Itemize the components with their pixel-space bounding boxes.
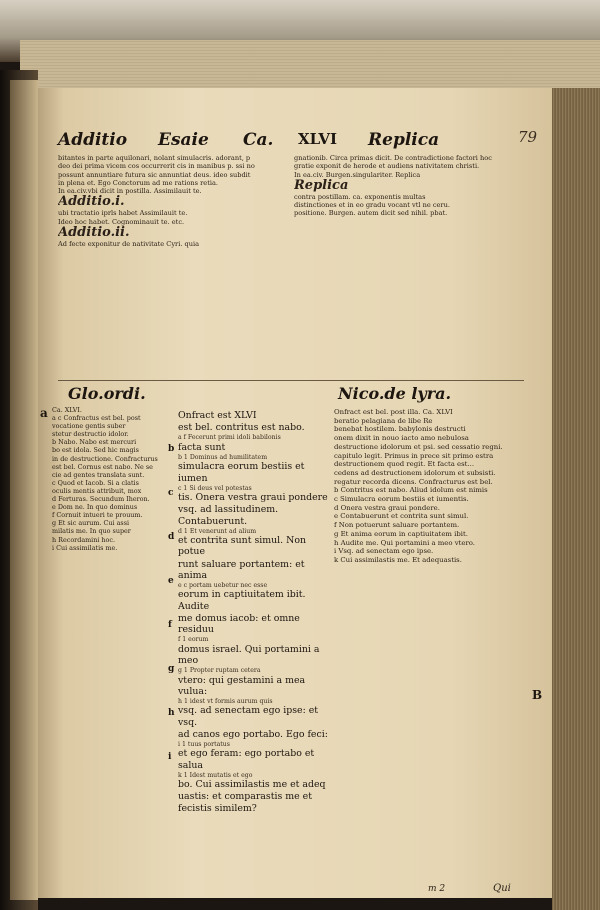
gloss-line: Ca. XLVI.	[52, 406, 82, 414]
running-head-additio: Additio	[58, 130, 128, 150]
interlinear-note: d 1 Et venerunt ad alium	[178, 527, 257, 535]
lyra-line: onem dixit in nouo iacto amo nebulosa	[334, 434, 469, 443]
interlinear-note: f 1 eorum	[178, 636, 209, 644]
additio-heading: Additio.ii.	[58, 225, 130, 241]
lyra-heading: Nico.de lyra.	[338, 384, 452, 403]
text-mark: i	[168, 752, 172, 762]
lyra-line: h Audite me. Qui portamini a meo vtero.	[334, 538, 475, 547]
lyra-line: benebat hostilem. babylonis destructi	[334, 425, 466, 434]
text-line: simulacra eorum bestiis et iumen	[178, 461, 305, 484]
text-line: eorum in captiuitatem ibit. Audite	[178, 589, 306, 612]
section-rule	[58, 380, 524, 381]
lyra-line: regatur recorda dicens. Confracturus est bel.	[334, 477, 493, 486]
running-head-ca: Ca.	[243, 130, 274, 150]
text-line: vsq. ad senectam ego ipse: et vsq.	[178, 705, 319, 728]
gloss-line: e Dom ne. In quo dominus	[52, 503, 138, 512]
lyra-line: d Onera vestra graui pondere.	[334, 503, 440, 512]
text-mark: e	[168, 576, 174, 586]
text-line: bo. Cui assimilastis me et adeq	[178, 779, 326, 791]
gloss-line: cie ad gentes translata sunt.	[52, 470, 145, 479]
running-head-replica: Replica	[368, 130, 440, 150]
commentary-line: bitantes in parte aquilonari, nolant simulacris. adorant, p	[58, 154, 251, 162]
interlinear-note: g 1 Propter ruptam cetera	[178, 667, 261, 675]
text-line: runt saluare portantem: et anima	[178, 558, 305, 581]
interlinear-note: a f Fecerunt primi idoli babilonis	[178, 434, 281, 442]
gloss-line: est bel. Cornus est nabo. Ne se	[52, 462, 153, 471]
commentary-line: deo dei prima vicem cos occurrerit cis in manibus p. ssi no	[58, 162, 255, 171]
margin-mark: B	[532, 688, 543, 702]
additio-column	[58, 154, 286, 376]
interlinear-note: i 1 tuus portatus	[178, 740, 230, 748]
text-line: ad canos ego portabo. Ego feci:	[178, 728, 328, 740]
commentary-line: gratie exponit de herode et audiens nativitatem christi.	[294, 162, 480, 171]
interlinear-note: k 1 Idest mutatis et ego	[178, 771, 253, 779]
glossa-heading: Glo.ordi.	[68, 384, 146, 403]
gloss-line: vocatione gentis suber	[52, 422, 126, 431]
text-line: vsq. ad lassitudinem. Contabuerunt.	[178, 504, 279, 527]
gloss-column	[52, 406, 164, 886]
commentary-line: positione. Burgen. autem dicit sed nihil. pbat.	[294, 209, 448, 218]
lyra-line: cedens ad destructionem idolorum et subsisti.	[334, 468, 496, 477]
gloss-line: stetur destructio idolor.	[52, 430, 129, 439]
text-line: me domus iacob: et omne residuu	[178, 612, 300, 636]
lyra-line: destructionem quod regit. Et facta est...	[334, 460, 475, 469]
lyra-line: beratio pelagiana de libe Re	[334, 416, 433, 425]
text-line: facta sunt	[178, 441, 226, 453]
replica-heading: Replica	[294, 177, 349, 193]
text-line: vtero: qui gestamini a mea vulua:	[178, 674, 306, 697]
lyra-line: f Non potuerunt saluare portantem.	[334, 521, 460, 530]
lyra-line: c Simulacra eorum bestiis et iumentis.	[334, 495, 469, 504]
text-line: et ego feram: ego portabo et salua	[178, 748, 315, 771]
lyra-line: capitulo legit. Primus in prece sit primo estra	[334, 451, 494, 460]
text-mark: g	[168, 664, 175, 674]
text-line: domus israel. Qui portamini a meo	[178, 643, 320, 666]
text-mark: c	[168, 488, 174, 498]
commentary-line: in plena et. Ego Conctorum ad me rations retia.	[58, 178, 218, 187]
gloss-line: i Cui assimilatis me.	[52, 543, 118, 552]
gloss-line: c Quod et Iacob. Si a clatis	[52, 478, 139, 487]
gloss-line: g Et sic aurum. Cui assi	[52, 519, 130, 528]
gloss-line: f Cornuit intueri te prouum.	[52, 511, 143, 520]
commentary-line: Ad fecte exponitur de nativitate Cyri. quia	[58, 240, 200, 249]
page-block-top	[20, 40, 600, 90]
commentary-line: In ea.civ.vbi dicit in postilla. Assimilauit te.	[58, 187, 202, 196]
gloss-line: a c Confractus est bel. post	[52, 414, 141, 423]
text-line: est bel. contritus est nabo.	[178, 422, 305, 434]
folio-number: 79	[518, 128, 538, 146]
lyra-line: Onfract est bel. post illa. Ca. XLVI	[334, 408, 453, 416]
lyra-column	[334, 408, 526, 882]
text-mark: d	[168, 532, 175, 542]
interlinear-note: h 1 idest vt formis aurum quis	[178, 697, 273, 705]
commentary-line: ubi tractatio iprls habet Assimilauit te.	[58, 209, 188, 218]
commentary-line: distinctiones et in eo gradu vocant vtl ne ceru.	[294, 201, 450, 210]
commentary-line: possunt annuntiare futura sic annuntiat deus. ideo subdit	[58, 170, 251, 179]
commentary-line: In ea.civ. Burgen.singulariter. Replica	[294, 170, 421, 179]
gloss-line: h Recordamini hoc.	[52, 535, 115, 544]
text-line: uastis: et comparastis me et fecistis similem?	[178, 791, 312, 814]
text-line: tis. Onera vestra graui pondere	[178, 492, 328, 504]
lyra-line: e Contabuerunt et contrita sunt simul.	[334, 512, 469, 521]
running-head-book: Esaie	[158, 130, 209, 150]
text-line: et contrita sunt simul. Non potue	[178, 535, 307, 558]
lyra-line: k Cui assimilastis me. Et adequastis.	[334, 555, 462, 564]
catchword: Qui	[493, 883, 511, 894]
gloss-line: in de destructione. Confracturus	[52, 454, 158, 463]
signature-mark: m 2	[428, 884, 446, 894]
text-mark: f	[168, 620, 172, 630]
biblical-text-column	[178, 410, 328, 878]
commentary-line: Ideo hoc habet. Cognominauit te. etc.	[58, 217, 185, 226]
commentary-line: contra postillam. ca. exponentis multas	[294, 192, 426, 201]
gloss-line: d Ferturas. Secundum Iheron.	[52, 495, 150, 504]
text-mark: b	[168, 444, 175, 454]
text-mark: h	[168, 708, 175, 718]
interlinear-note: e c portam uebetur nec esse	[178, 582, 268, 590]
lyra-line: g Et anima eorum in captiuitatem ibit.	[334, 529, 468, 538]
gloss-line: oculis mentis attribuit, mox	[52, 486, 142, 495]
gloss-line: milatis me. In quo super	[52, 527, 131, 536]
lyra-line: i Vsq. ad senectam ego ipse.	[334, 547, 434, 556]
replica-column	[294, 154, 524, 376]
gloss-line: b Nabo. Nabo est mercuri	[52, 438, 137, 447]
interlinear-note: c 1 Si deus vel potestas	[178, 484, 252, 492]
left-page-edge	[10, 80, 38, 900]
right-page	[38, 88, 552, 898]
gloss-mark: a	[40, 406, 48, 420]
gloss-line: bo est idola. Sed hic magis	[52, 446, 139, 455]
lyra-line: b Contritus est nabo. Aliud idolum est nimis	[334, 486, 488, 495]
text-line: Onfract est XLVI	[178, 410, 257, 421]
interlinear-note: b 1 Dominus ad humilitatem	[178, 454, 268, 462]
lyra-line: destructione idolorum et psi. sed cessatio regni.	[334, 442, 503, 451]
running-head-chapter: XLVI	[298, 130, 338, 148]
additio-heading: Additio.i.	[58, 194, 125, 210]
commentary-line: gnationib. Circa primas dicit. De contradictione factori hoc	[294, 154, 492, 162]
fore-edge	[552, 88, 600, 910]
